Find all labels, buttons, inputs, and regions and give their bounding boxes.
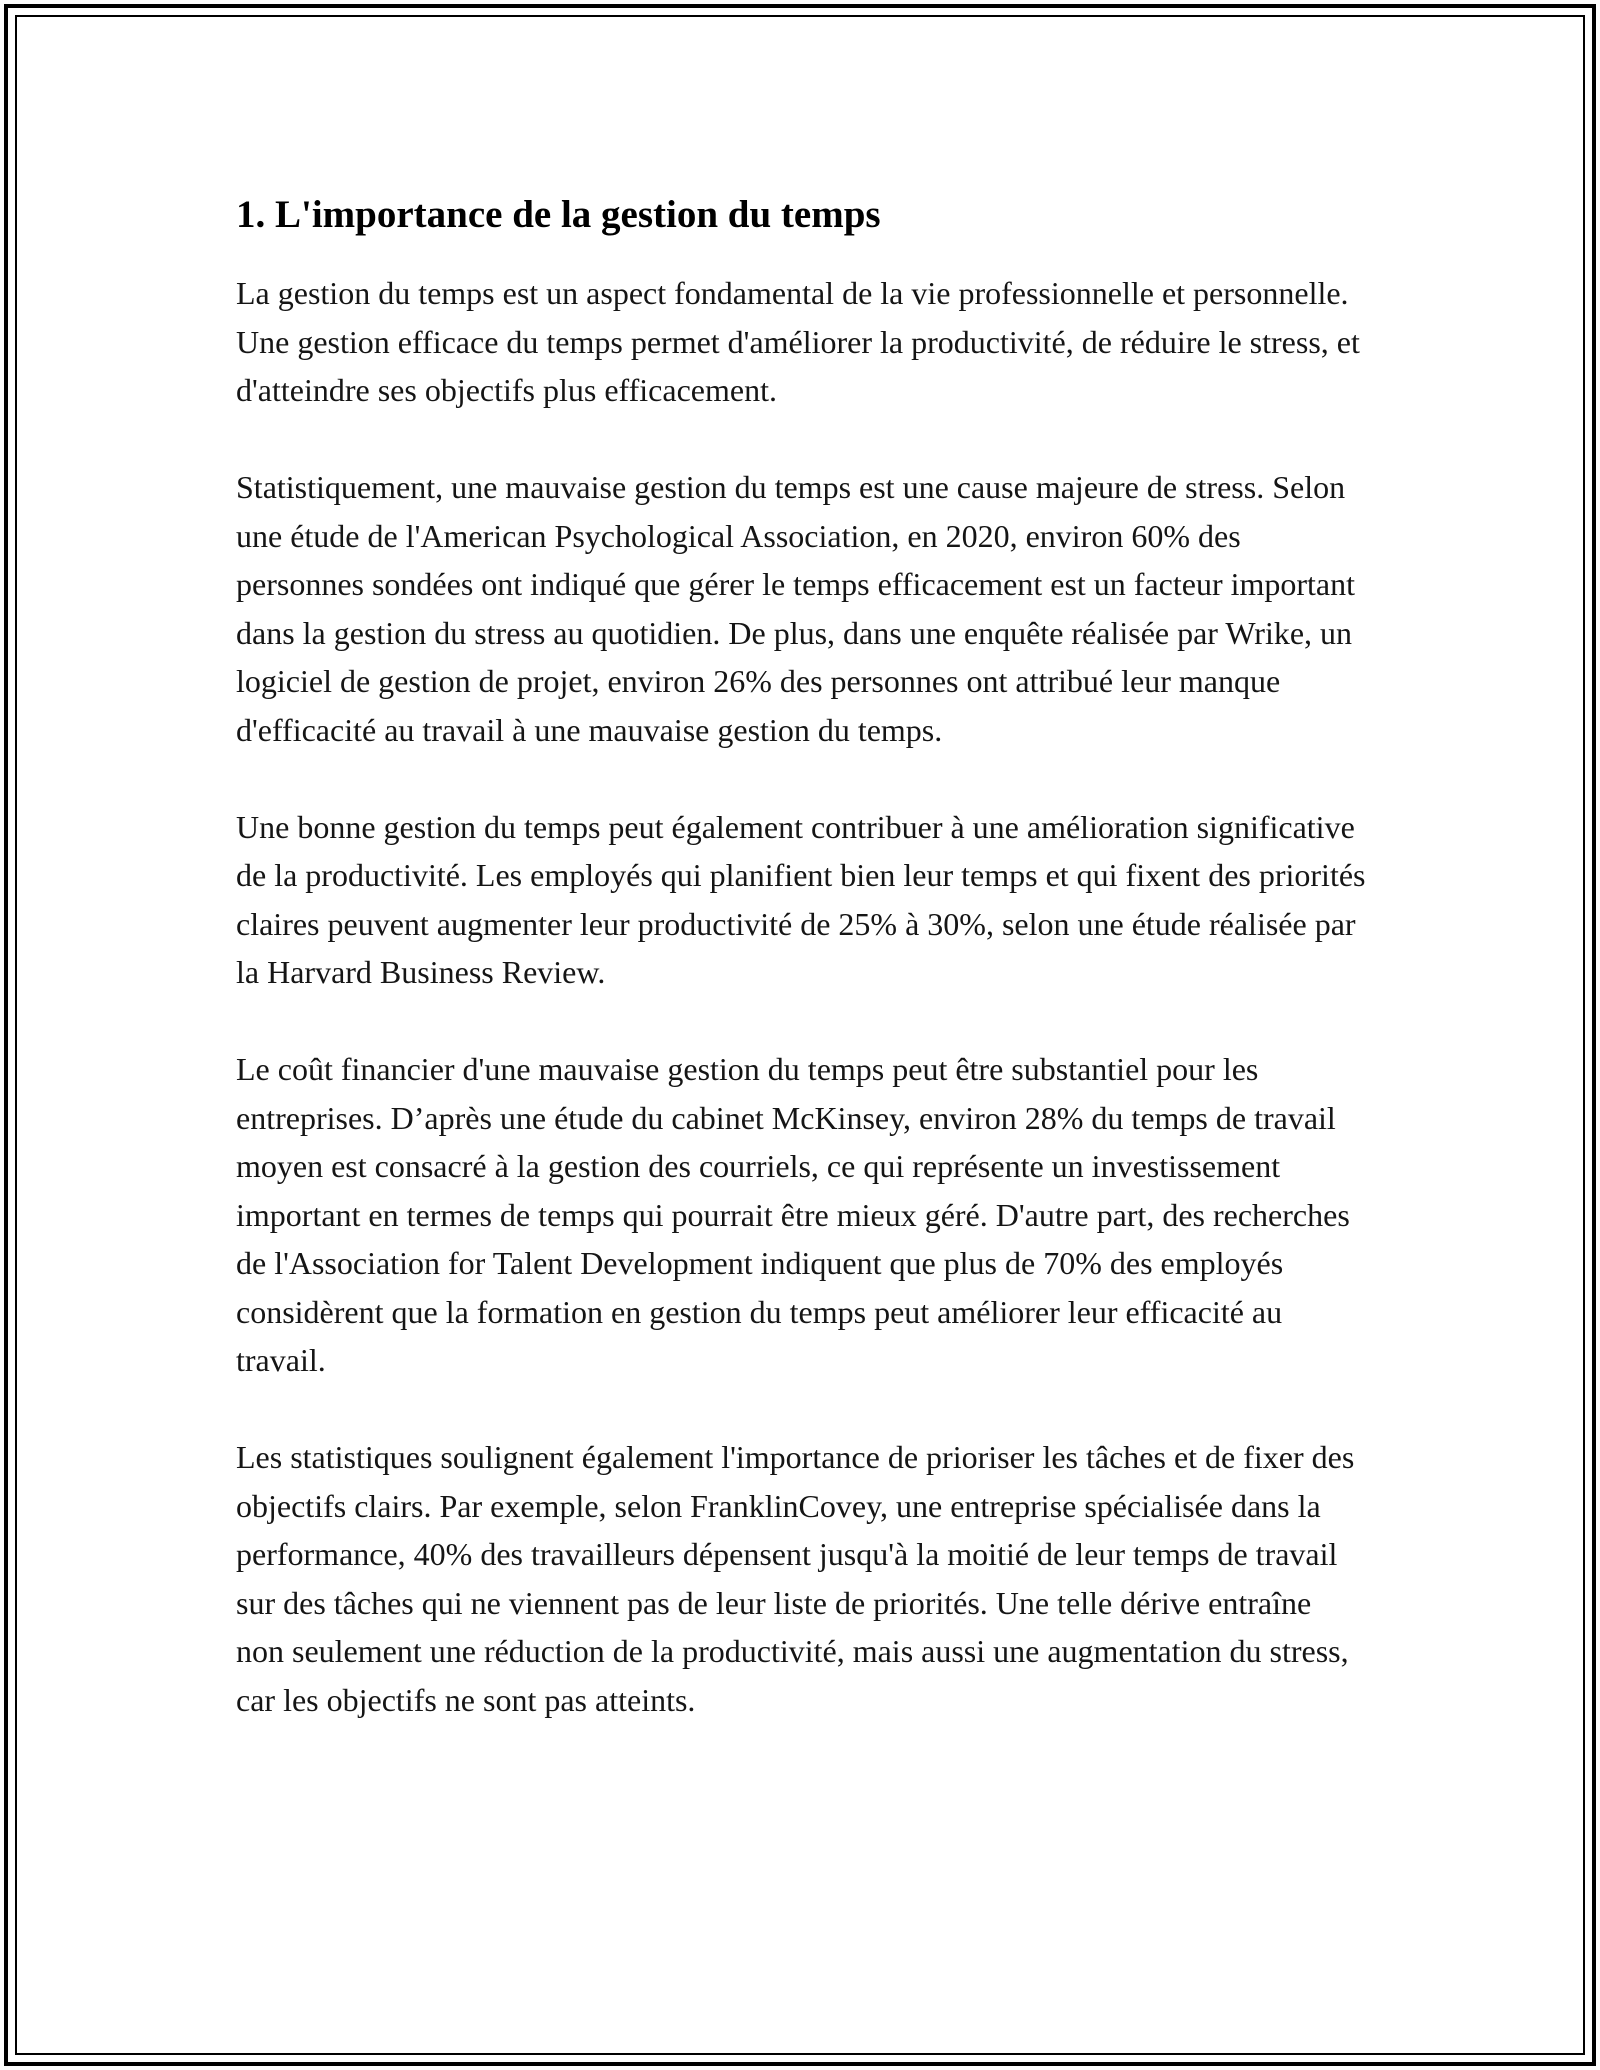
paragraph-stress-statistics: Statistiquement, une mauvaise gestion du temps est une cause majeure de stress. Selon une étude de l'American Psychological Association, en 2020, environ 60% des personnes sondées ont indiqué que gérer le temps efficacement est un facteur important dans la gestion du stress au quotidien. De plus, dans une enquête réalisée par Wrike, un logiciel de gestion de projet, environ 26% des personnes ont attribué leur manque d'efficacité au travail à une mauvaise gestion du temps. xyxy=(236,469,1356,748)
document-body xyxy=(236,183,1366,1773)
section-title: 1. L'importance de la gestion du temps xyxy=(236,193,881,236)
paragraph-priorities: Les statistiques soulignent également l'importance de prioriser les tâches et de fixer des objectifs clairs. Par exemple, selon FranklinCovey, une entreprise spécialisée dans la performance, 40% des travailleurs dépensent jusqu'à la moitié de leur temps de travail sur des tâches qui ne viennent pas de leur liste de priorités. Une telle dérive entraîne non seulement une réduction de la productivité, mais aussi une augmentation du stress, car les objectifs ne sont pas atteints. xyxy=(236,1439,1355,1718)
paragraph-productivity: Une bonne gestion du temps peut également contribuer à une amélioration significative de la productivité. Les employés qui planifient bien leur temps et qui fixent des priorités claires peuvent augmenter leur productivité de 25% à 30%, selon une étude réalisée par la Harvard Business Review. xyxy=(236,808,1366,990)
paragraph-financial-cost: Le coût financier d'une mauvaise gestion du temps peut être substantiel pour les entreprises. D’après une étude du cabinet McKinsey, environ 28% du temps de travail moyen est consacré à la gestion des courriels, ce qui représente un investissement important en termes de temps qui pourrait être mieux géré. D'autre part, des recherches de l'Association for Talent Development indiquent que plus de 70% des employés considèrent que la formation en gestion du temps peut améliorer leur efficacité au travail. xyxy=(236,1051,1350,1378)
paragraph-intro: La gestion du temps est un aspect fondamental de la vie professionnelle et personnelle. Une gestion efficace du temps permet d'améliorer la productivité, de réduire le stress, et d'atteindre ses objectifs plus efficacement. xyxy=(236,275,1360,408)
